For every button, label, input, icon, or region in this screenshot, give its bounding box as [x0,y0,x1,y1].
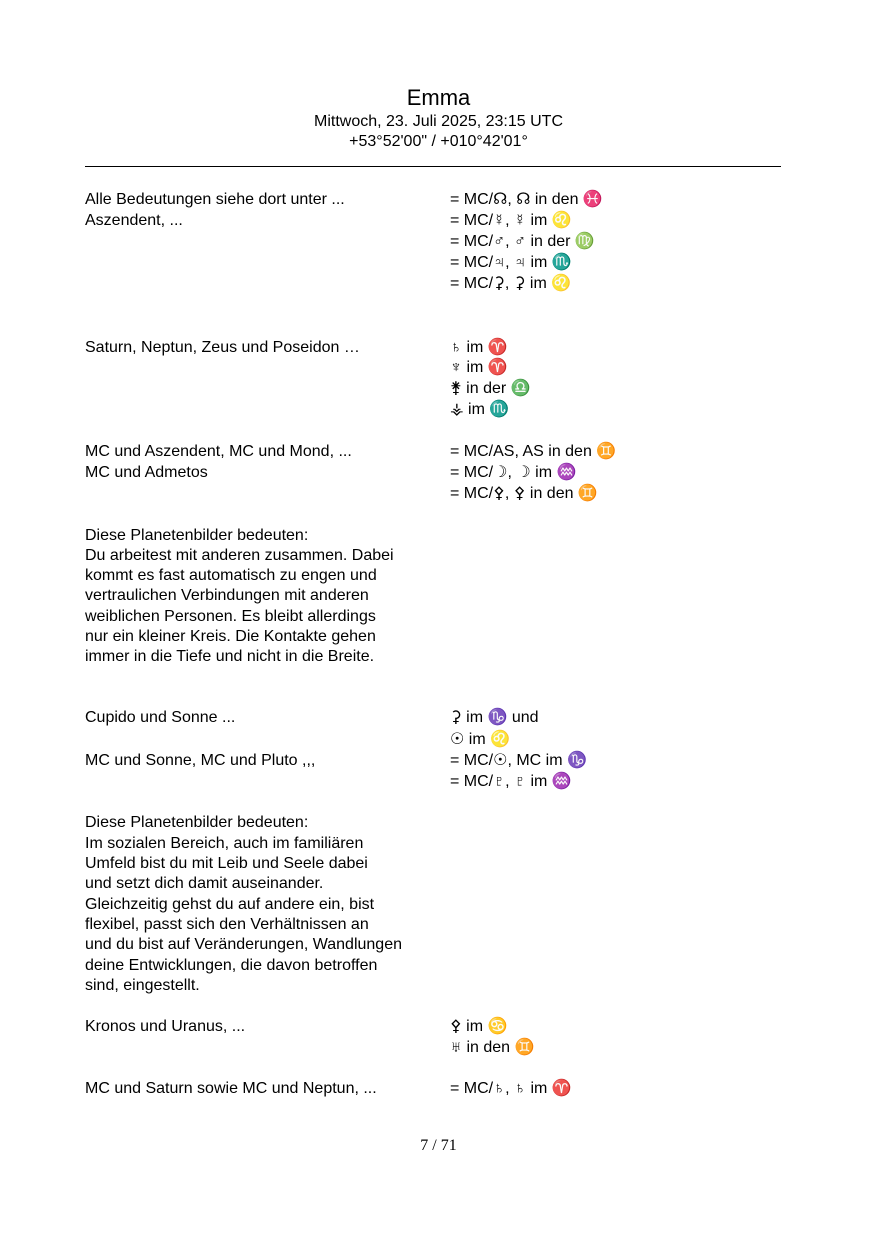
page-number: 7 / 71 [420,1137,457,1154]
header-divider [85,166,781,167]
block-2-right-0: = MC/AS, AS in den ♊ [450,443,617,460]
block-3-text-5: nur ein kleiner Kreis. Die Kontakte gehen [85,628,376,645]
block-2-right-2: = MC/⚴, ⚴ in den ♊ [450,485,598,502]
block-1-right-0: ♄ im ♈ [450,339,508,356]
page-header [0,84,877,152]
block-3-text-6: immer in die Tiefe und nicht in die Breite. [85,648,375,665]
block-3-text-4: weiblichen Personen. Es bleibt allerdings [85,608,376,625]
block-2-left-0: MC und Aszendent, MC und Mond, ... [85,443,352,460]
block-6-text-7: deine Entwicklungen, die davon betroffen [85,957,378,974]
block-0-right-1: = MC/☿, ☿ im ♌ [450,212,572,229]
block-6-text-0: Diese Planetenbilder bedeuten: [85,814,309,831]
block-1-right-3: ⚶ im ♏ [450,401,510,418]
block-7-right-1: ♅ in den ♊ [450,1039,535,1056]
block-0-right-3: = MC/♃, ♃ im ♏ [450,254,572,271]
block-4-right-0: ⚳ im ♑ und [450,709,539,726]
block-3-text-2: kommt es fast automatisch zu engen und [85,567,377,584]
chart-coordinates: +53°52'00" / +010°42'01° [349,133,528,150]
block-0-right-2: = MC/♂, ♂ in der ♍ [450,233,595,250]
block-6-text-8: sind, eingestellt. [85,977,200,994]
block-0-left-0: Alle Bedeutungen siehe dort unter ... [85,191,345,208]
block-3-text-1: Du arbeitest mit anderen zusammen. Dabei [85,547,394,564]
block-4-left-0: Cupido und Sonne ... [85,709,236,726]
block-3-text-0: Diese Planetenbilder bedeuten: [85,527,309,544]
block-6-text-1: Im sozialen Bereich, auch im familiären [85,835,364,852]
block-6-text-5: flexibel, passt sich den Verhältnissen an [85,916,369,933]
block-6-text-6: und du bist auf Veränderungen, Wandlungen [85,936,402,953]
block-8-left-0: MC und Saturn sowie MC und Neptun, ... [85,1080,377,1097]
block-1-right-2: ⚵ in der ♎ [450,380,531,397]
block-2-left-1: MC und Admetos [85,464,208,481]
block-7-left-0: Kronos und Uranus, ... [85,1018,246,1035]
block-6-text-4: Gleichzeitig gehst du auf andere ein, bist [85,896,375,913]
block-6-text-3: und setzt dich damit auseinander. [85,875,324,892]
chart-date: Mittwoch, 23. Juli 2025, 23:15 UTC [313,113,563,130]
block-6-text-2: Umfeld bist du mit Leib und Seele dabei [85,855,368,872]
block-2-right-1: = MC/☽, ☽ im ♒ [450,464,577,481]
block-5-right-0: = MC/☉, MC im ♑ [450,752,587,769]
block-5-right-1: = MC/♇, ♇ im ♒ [450,773,572,790]
block-8-right-0: = MC/♄, ♄ im ♈ [450,1080,572,1097]
block-1-left-0: Saturn, Neptun, Zeus und Poseidon … [85,339,360,356]
block-0-right-0: = MC/☊, ☊ in den ♓ [450,191,603,208]
block-5-left-0: MC und Sonne, MC und Pluto ,,, [85,752,316,769]
block-1-right-1: ♆ im ♈ [450,359,508,376]
block-7-right-0: ⚴ im ♋ [450,1018,508,1035]
block-0-right-4: = MC/⚳, ⚳ im ♌ [450,275,572,292]
block-3-text-3: vertraulichen Verbindungen mit anderen [85,587,369,604]
block-0-left-1: Aszendent, ... [85,212,183,229]
block-4-right-1: ☉ im ♌ [450,731,511,748]
chart-name: Emma [406,85,471,110]
